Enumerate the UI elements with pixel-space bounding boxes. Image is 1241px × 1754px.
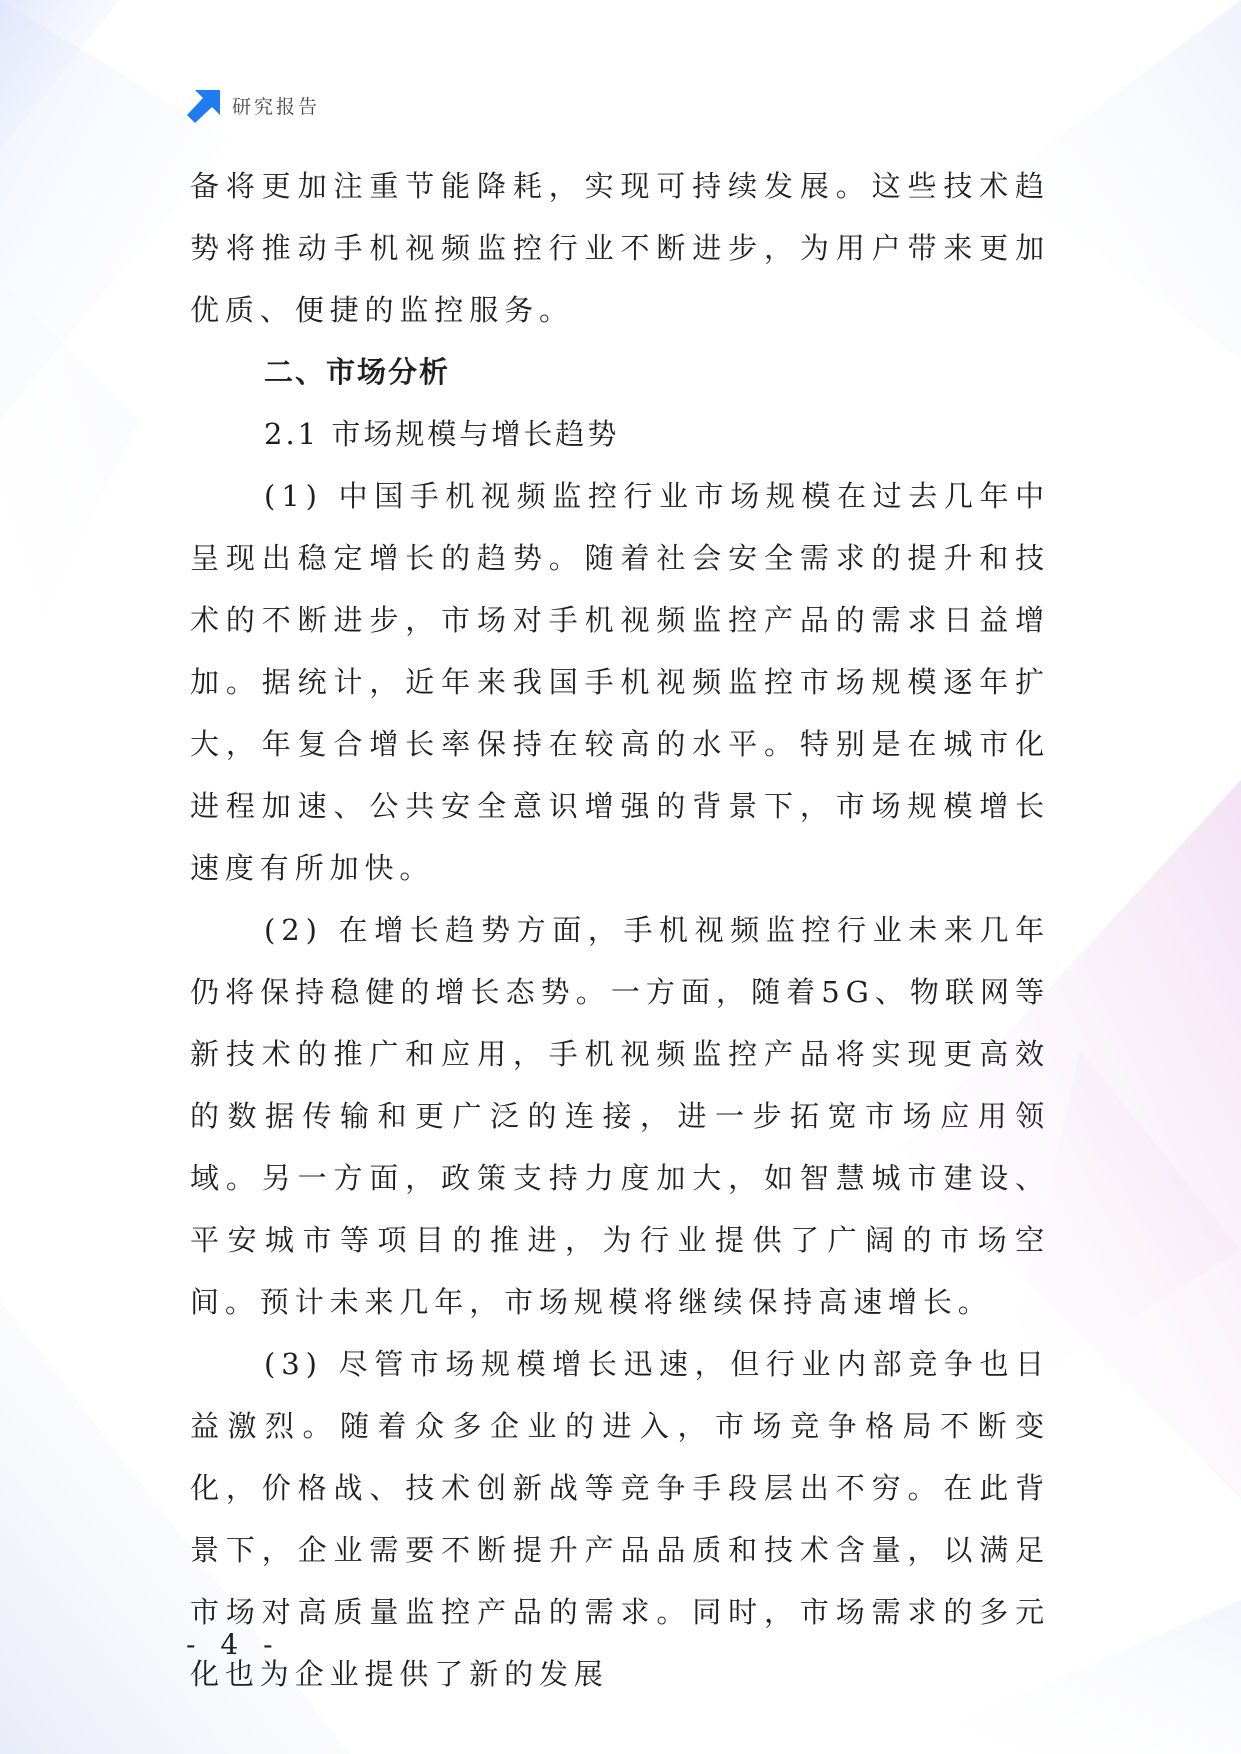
subsection-heading: 2.1 市场规模与增长趋势 (264, 417, 620, 451)
paragraph-1: (1) 中国手机视频监控行业市场规模在过去几年中呈现出稳定增长的趋势。随着社会安全需求的提升和技术的不断进步，市场对手机视频监控产品的需求日益增加。据统计，近年来我国手机视频监控市场规模逐年扩大，年复合增长率保持在较高的水平。特别是在城市化进程加速、公共安全意识增强的背景下，市场规模增长速度有所加快。 (190, 479, 1050, 885)
section-heading: 二、市场分析 (264, 355, 451, 389)
document-body (190, 155, 1050, 1705)
intro-paragraph: 备将更加注重节能降耗，实现可持续发展。这些技术趋势将推动手机视频监控行业不断进步，为用户带来更加优质、便捷的监控服务。 (190, 169, 1050, 327)
paragraph-2: (2) 在增长趋势方面，手机视频监控行业未来几年仍将保持稳健的增长态势。一方面，随着5G、物联网等新技术的推广和应用，手机视频监控产品将实现更高效的数据传输和更广泛的连接，进一步拓宽市场应用领域。另一方面，政策支持力度加大，如智慧城市建设、平安城市等项目的推进，为行业提供了广阔的市场空间。预计未来几年，市场规模将继续保持高速增长。 (190, 913, 1050, 1319)
paragraph-3: (3) 尽管市场规模增长迅速，但行业内部竞争也日益激烈。随着众多企业的进入，市场竞争格局不断变化，价格战、技术创新战等竞争手段层出不穷。在此背景下，企业需要不断提升产品品质和技术含量，以满足市场对高质量监控产品的需求。同时，市场需求的多元化也为企业提供了新的发展 (190, 1347, 1050, 1691)
page-number: - 4 - (186, 1628, 281, 1661)
header-label: 研究报告 (232, 95, 321, 118)
report-header (186, 86, 320, 124)
arrow-up-right-icon (186, 87, 222, 123)
